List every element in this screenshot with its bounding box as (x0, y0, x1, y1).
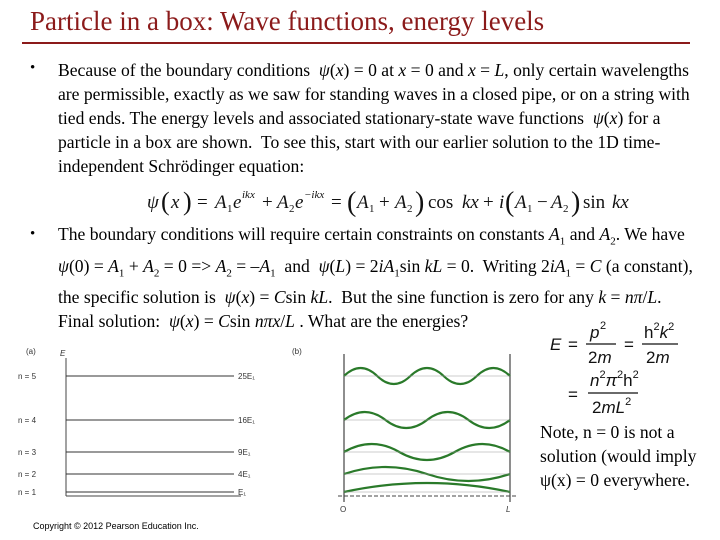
energy-level-equation (540, 318, 710, 418)
svg-text:=: = (197, 192, 208, 213)
svg-text:E: E (550, 335, 562, 354)
title-underline (22, 42, 690, 44)
x-end-label: L (506, 505, 511, 514)
svg-text:A: A (277, 192, 289, 213)
svg-text:2m: 2m (588, 348, 612, 367)
svg-text:p: p (590, 323, 600, 342)
x-origin-label: O (340, 505, 347, 514)
svg-text:2: 2 (407, 203, 413, 215)
svg-text:ψ: ψ (147, 192, 159, 213)
svg-text:A: A (357, 192, 369, 213)
svg-text:sin: sin (583, 192, 606, 213)
svg-text:2: 2 (563, 203, 569, 215)
svg-text:A: A (515, 192, 527, 213)
svg-text:+: + (262, 192, 273, 213)
level-n2-label: n = 2 (18, 470, 37, 479)
svg-text:e: e (233, 192, 242, 213)
schrodinger-solution-equation (145, 186, 705, 220)
svg-text:=: = (568, 385, 578, 404)
level-n4-energy: 16E₁ (238, 416, 255, 425)
svg-text:ikx: ikx (242, 189, 255, 201)
svg-text:=: = (624, 335, 634, 354)
svg-text:−: − (537, 192, 548, 213)
panel-a-label: (a) (26, 347, 36, 356)
svg-text:−ikx: −ikx (304, 189, 325, 201)
panel-b-label: (b) (292, 347, 302, 356)
svg-text:1: 1 (227, 203, 233, 215)
svg-text:1: 1 (369, 203, 375, 215)
svg-text:A: A (551, 192, 563, 213)
svg-text:2m: 2m (646, 348, 670, 367)
paragraph-constraints: The boundary conditions will require certain constraints on constants $A_1$ and $A_2$. We have $\psi(0) = A_1 + A_2 = 0 => A_2 = -A_1$ and $\psi(L) = 2iA_1\sin$ kL = 0. Writing $2iA_1 = C$ (a constant), the specific solution is ψ(x) = Csin kL. But the sine function is zero for any k = nπ/L. Final solution: ψ(x) = Csin nπx/L . What are the energies? (58, 224, 693, 332)
level-n2-energy: 4E₁ (238, 470, 251, 479)
level-n1-label: n = 1 (18, 488, 37, 497)
svg-text:kx: kx (612, 192, 629, 213)
svg-text:1: 1 (527, 203, 533, 215)
svg-text:e: e (295, 192, 304, 213)
svg-text:): ) (183, 187, 192, 216)
svg-text:(: ( (505, 187, 515, 218)
svg-text:kx: kx (462, 192, 479, 213)
svg-text:A: A (395, 192, 407, 213)
svg-text:A: A (215, 192, 227, 213)
svg-text:n2π2h2: $n^2\pi^2h^2$ (590, 369, 639, 390)
svg-text:(: ( (161, 187, 170, 216)
svg-text:cos: cos (428, 192, 454, 213)
svg-text:2: 2 (600, 320, 607, 332)
energy-level-wavefunction-figure (16, 344, 536, 520)
axis-e-label: E (60, 349, 66, 358)
svg-text:x: x (171, 192, 180, 213)
svg-text:): ) (415, 187, 425, 218)
svg-text:=: = (331, 192, 342, 213)
level-n1-energy: E₁ (238, 488, 247, 497)
level-n3-label: n = 3 (18, 448, 37, 457)
svg-text:(: ( (347, 187, 357, 218)
bullet-2-marker: • (30, 226, 36, 242)
level-n5-label: n = 5 (18, 372, 37, 381)
note-n-zero: Note, n = 0 is not a solution (would imply ψ(x) = 0 everywhere. (540, 422, 697, 490)
page-title: Particle in a box: Wave functions, energy levels (30, 6, 545, 36)
wavefunction-n1 (344, 483, 510, 492)
bullet-1-marker: • (30, 60, 36, 76)
svg-text:+: + (379, 192, 390, 213)
svg-text:2: 2 (289, 203, 295, 215)
level-n4-label: n = 4 (18, 416, 37, 425)
level-n3-energy: 9E₁ (238, 448, 251, 457)
level-n5-energy: 25E₁ (238, 372, 255, 381)
paragraph-boundary-conditions: Because of the boundary conditions ψ(x) = 0 at x = 0 and x = L, only certain wavelengths are permissible, exactly as we saw for standing waves in a closed pipe, or on a string with tied ends. The energy levels and associated stationary-state wave functions ψ(x) for a particle in a box are shown. To see this, start with our earlier solution to the 1D time-independent Schrödinger equation: (58, 60, 690, 176)
svg-text:): ) (571, 187, 581, 218)
copyright-notice: Copyright © 2012 Pearson Education Inc. (33, 521, 199, 531)
svg-text:i: i (499, 192, 505, 213)
svg-text:+: + (483, 192, 494, 213)
svg-text:2mL2: $2mL^2$ (592, 396, 632, 417)
svg-text:h2k2: $h^2k^2$ (644, 321, 675, 342)
svg-text:=: = (568, 335, 578, 354)
